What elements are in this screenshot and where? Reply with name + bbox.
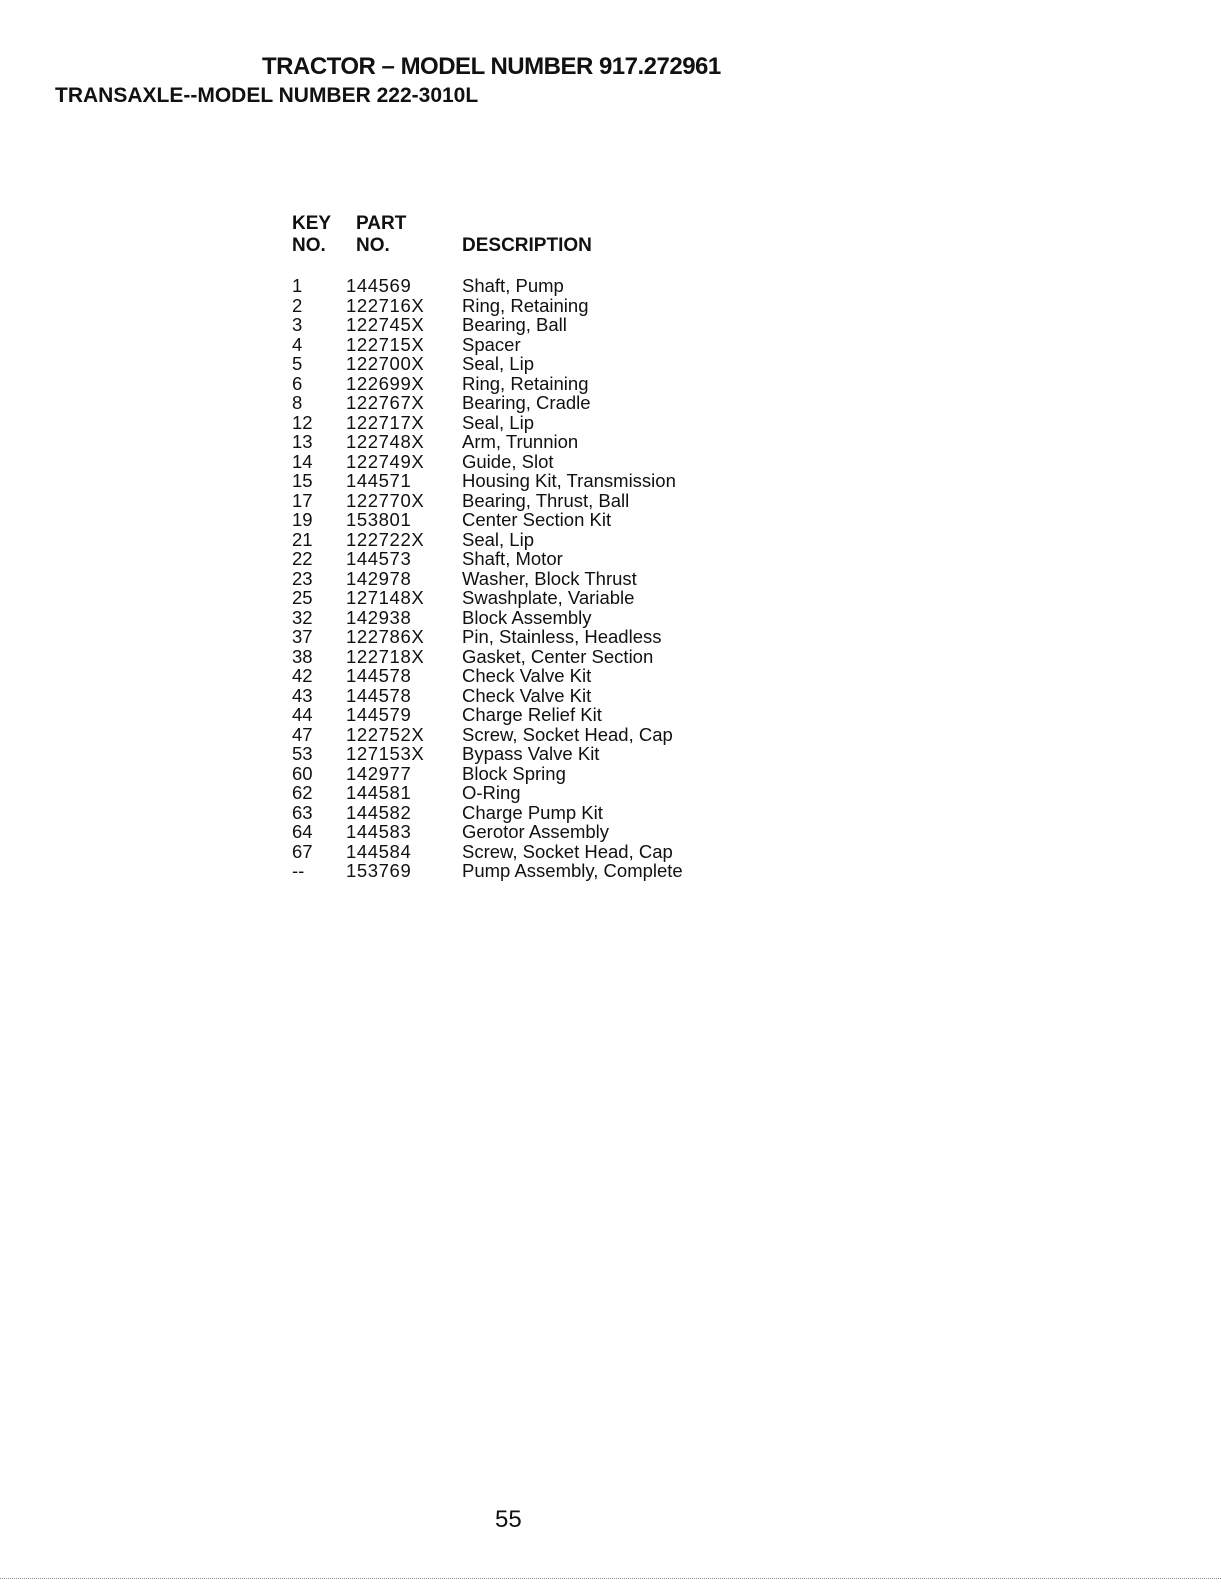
key-number: 2 (292, 294, 303, 316)
part-description: Charge Relief Kit (462, 704, 602, 725)
part-number: 122749X (346, 450, 425, 472)
page-title: TRACTOR – MODEL NUMBER 917.272961 (262, 53, 721, 80)
column-header-part-line2: NO. (356, 235, 390, 256)
part-number: 144573 (346, 548, 412, 569)
table-row (0, 705, 1221, 725)
table-row (0, 335, 1221, 355)
table-row (0, 296, 1221, 316)
parts-table (0, 276, 1221, 881)
table-row (0, 471, 1221, 491)
table-row (0, 413, 1221, 433)
part-description: O-Ring (462, 782, 521, 803)
part-description: Gerotor Assembly (462, 821, 610, 842)
table-row (0, 783, 1221, 803)
part-number: 144569 (346, 275, 412, 296)
part-number: 144571 (346, 470, 412, 491)
table-row (0, 822, 1221, 842)
key-number: 62 (292, 782, 313, 803)
table-row (0, 452, 1221, 472)
table-row (0, 666, 1221, 686)
part-description: Bypass Valve Kit (462, 743, 600, 764)
key-number: 63 (292, 801, 313, 823)
key-number: 19 (292, 509, 313, 530)
part-number: 122715X (346, 333, 425, 355)
key-number: 17 (292, 489, 313, 511)
part-number: 122716X (346, 294, 425, 316)
key-number: 32 (292, 606, 313, 628)
part-description: Block Assembly (462, 606, 592, 628)
part-number: 144584 (346, 840, 412, 862)
part-description: Block Spring (462, 762, 566, 784)
table-row (0, 354, 1221, 374)
key-number: 44 (292, 704, 313, 725)
part-description: Check Valve Kit (462, 665, 592, 686)
key-number: 43 (292, 684, 313, 706)
key-number: 37 (292, 626, 313, 647)
part-description: Gasket, Center Section (462, 645, 654, 667)
part-number: 144581 (346, 782, 412, 803)
part-number: 142977 (346, 762, 412, 784)
part-description: Seal, Lip (462, 411, 534, 433)
part-number: 122767X (346, 392, 425, 413)
part-number: 122722X (346, 528, 425, 550)
part-description: Housing Kit, Transmission (462, 470, 676, 491)
key-number: 12 (292, 411, 313, 433)
part-description: Guide, Slot (462, 450, 554, 472)
table-row (0, 842, 1221, 862)
column-header-key-no (292, 213, 331, 257)
part-description: Check Valve Kit (462, 684, 592, 706)
part-number: 127148X (346, 587, 425, 608)
page-subtitle: TRANSAXLE--MODEL NUMBER 222-3010L (55, 84, 479, 107)
part-number: 122748X (346, 431, 425, 452)
key-number: 13 (292, 431, 313, 452)
part-number: 144582 (346, 801, 412, 823)
part-number: 122699X (346, 372, 425, 394)
part-number: 122770X (346, 489, 425, 511)
part-description: Swashplate, Variable (462, 587, 635, 608)
key-number: 47 (292, 723, 313, 745)
part-number: 144578 (346, 684, 412, 706)
part-description: Screw, Socket Head, Cap (462, 723, 673, 745)
part-description: Seal, Lip (462, 353, 534, 374)
table-row (0, 861, 1221, 881)
column-header-part-line1: PART (356, 213, 407, 234)
table-row (0, 276, 1221, 296)
table-row (0, 374, 1221, 394)
key-number: 42 (292, 665, 313, 686)
part-number: 144579 (346, 704, 412, 725)
part-description: Center Section Kit (462, 509, 612, 530)
key-number: 21 (292, 528, 313, 550)
key-number: 22 (292, 548, 313, 569)
part-number: 153801 (346, 509, 412, 530)
key-number: 3 (292, 314, 303, 335)
key-number: 4 (292, 333, 303, 355)
key-number: 6 (292, 372, 303, 394)
page-number: 55 (495, 1506, 522, 1533)
table-row (0, 315, 1221, 335)
key-number: 38 (292, 645, 313, 667)
key-number: 1 (292, 275, 303, 296)
part-description: Ring, Retaining (462, 294, 589, 316)
part-description: Screw, Socket Head, Cap (462, 840, 673, 862)
part-description: Bearing, Thrust, Ball (462, 489, 630, 511)
table-row (0, 764, 1221, 784)
part-number: 122752X (346, 723, 425, 745)
part-description: Charge Pump Kit (462, 801, 603, 823)
part-description: Shaft, Motor (462, 548, 563, 569)
table-row (0, 588, 1221, 608)
table-row (0, 432, 1221, 452)
column-header-key-line1: KEY (292, 213, 332, 234)
part-description: Shaft, Pump (462, 275, 564, 296)
part-number: 122700X (346, 353, 425, 374)
column-header-part-no (356, 213, 406, 257)
part-description: Washer, Block Thrust (462, 567, 637, 589)
table-row (0, 549, 1221, 569)
part-description: Ring, Retaining (462, 372, 589, 394)
part-description: Bearing, Cradle (462, 392, 591, 413)
part-description: Pin, Stainless, Headless (462, 626, 662, 647)
table-row (0, 647, 1221, 667)
column-header-description: DESCRIPTION (462, 235, 592, 256)
part-number: 142978 (346, 567, 412, 589)
part-number: 144578 (346, 665, 412, 686)
key-number: 25 (292, 587, 313, 608)
table-row (0, 491, 1221, 511)
part-description: Arm, Trunnion (462, 431, 579, 452)
table-row (0, 725, 1221, 745)
table-row (0, 530, 1221, 550)
column-header-key-line2: NO. (292, 235, 326, 256)
page-bottom-rule (0, 1578, 1221, 1579)
part-number: 153769 (346, 860, 412, 881)
key-number: 64 (292, 821, 313, 842)
table-row (0, 393, 1221, 413)
part-description: Pump Assembly, Complete (462, 860, 683, 881)
key-number: 23 (292, 567, 313, 589)
part-number: 122718X (346, 645, 425, 667)
part-number: 127153X (346, 743, 425, 764)
table-row (0, 744, 1221, 764)
table-row (0, 627, 1221, 647)
key-number: 5 (292, 353, 303, 374)
key-number: 60 (292, 762, 313, 784)
part-number: 122786X (346, 626, 425, 647)
table-row (0, 510, 1221, 530)
key-number: 15 (292, 470, 313, 491)
table-row (0, 569, 1221, 589)
key-number: 14 (292, 450, 313, 472)
part-description: Spacer (462, 333, 521, 355)
table-row (0, 608, 1221, 628)
part-number: 144583 (346, 821, 412, 842)
part-description: Bearing, Ball (462, 314, 567, 335)
key-number: -- (292, 860, 305, 881)
key-number: 67 (292, 840, 313, 862)
part-number: 122717X (346, 411, 425, 433)
part-number: 142938 (346, 606, 412, 628)
table-row (0, 686, 1221, 706)
table-row (0, 803, 1221, 823)
part-number: 122745X (346, 314, 425, 335)
key-number: 53 (292, 743, 313, 764)
key-number: 8 (292, 392, 303, 413)
part-description: Seal, Lip (462, 528, 534, 550)
